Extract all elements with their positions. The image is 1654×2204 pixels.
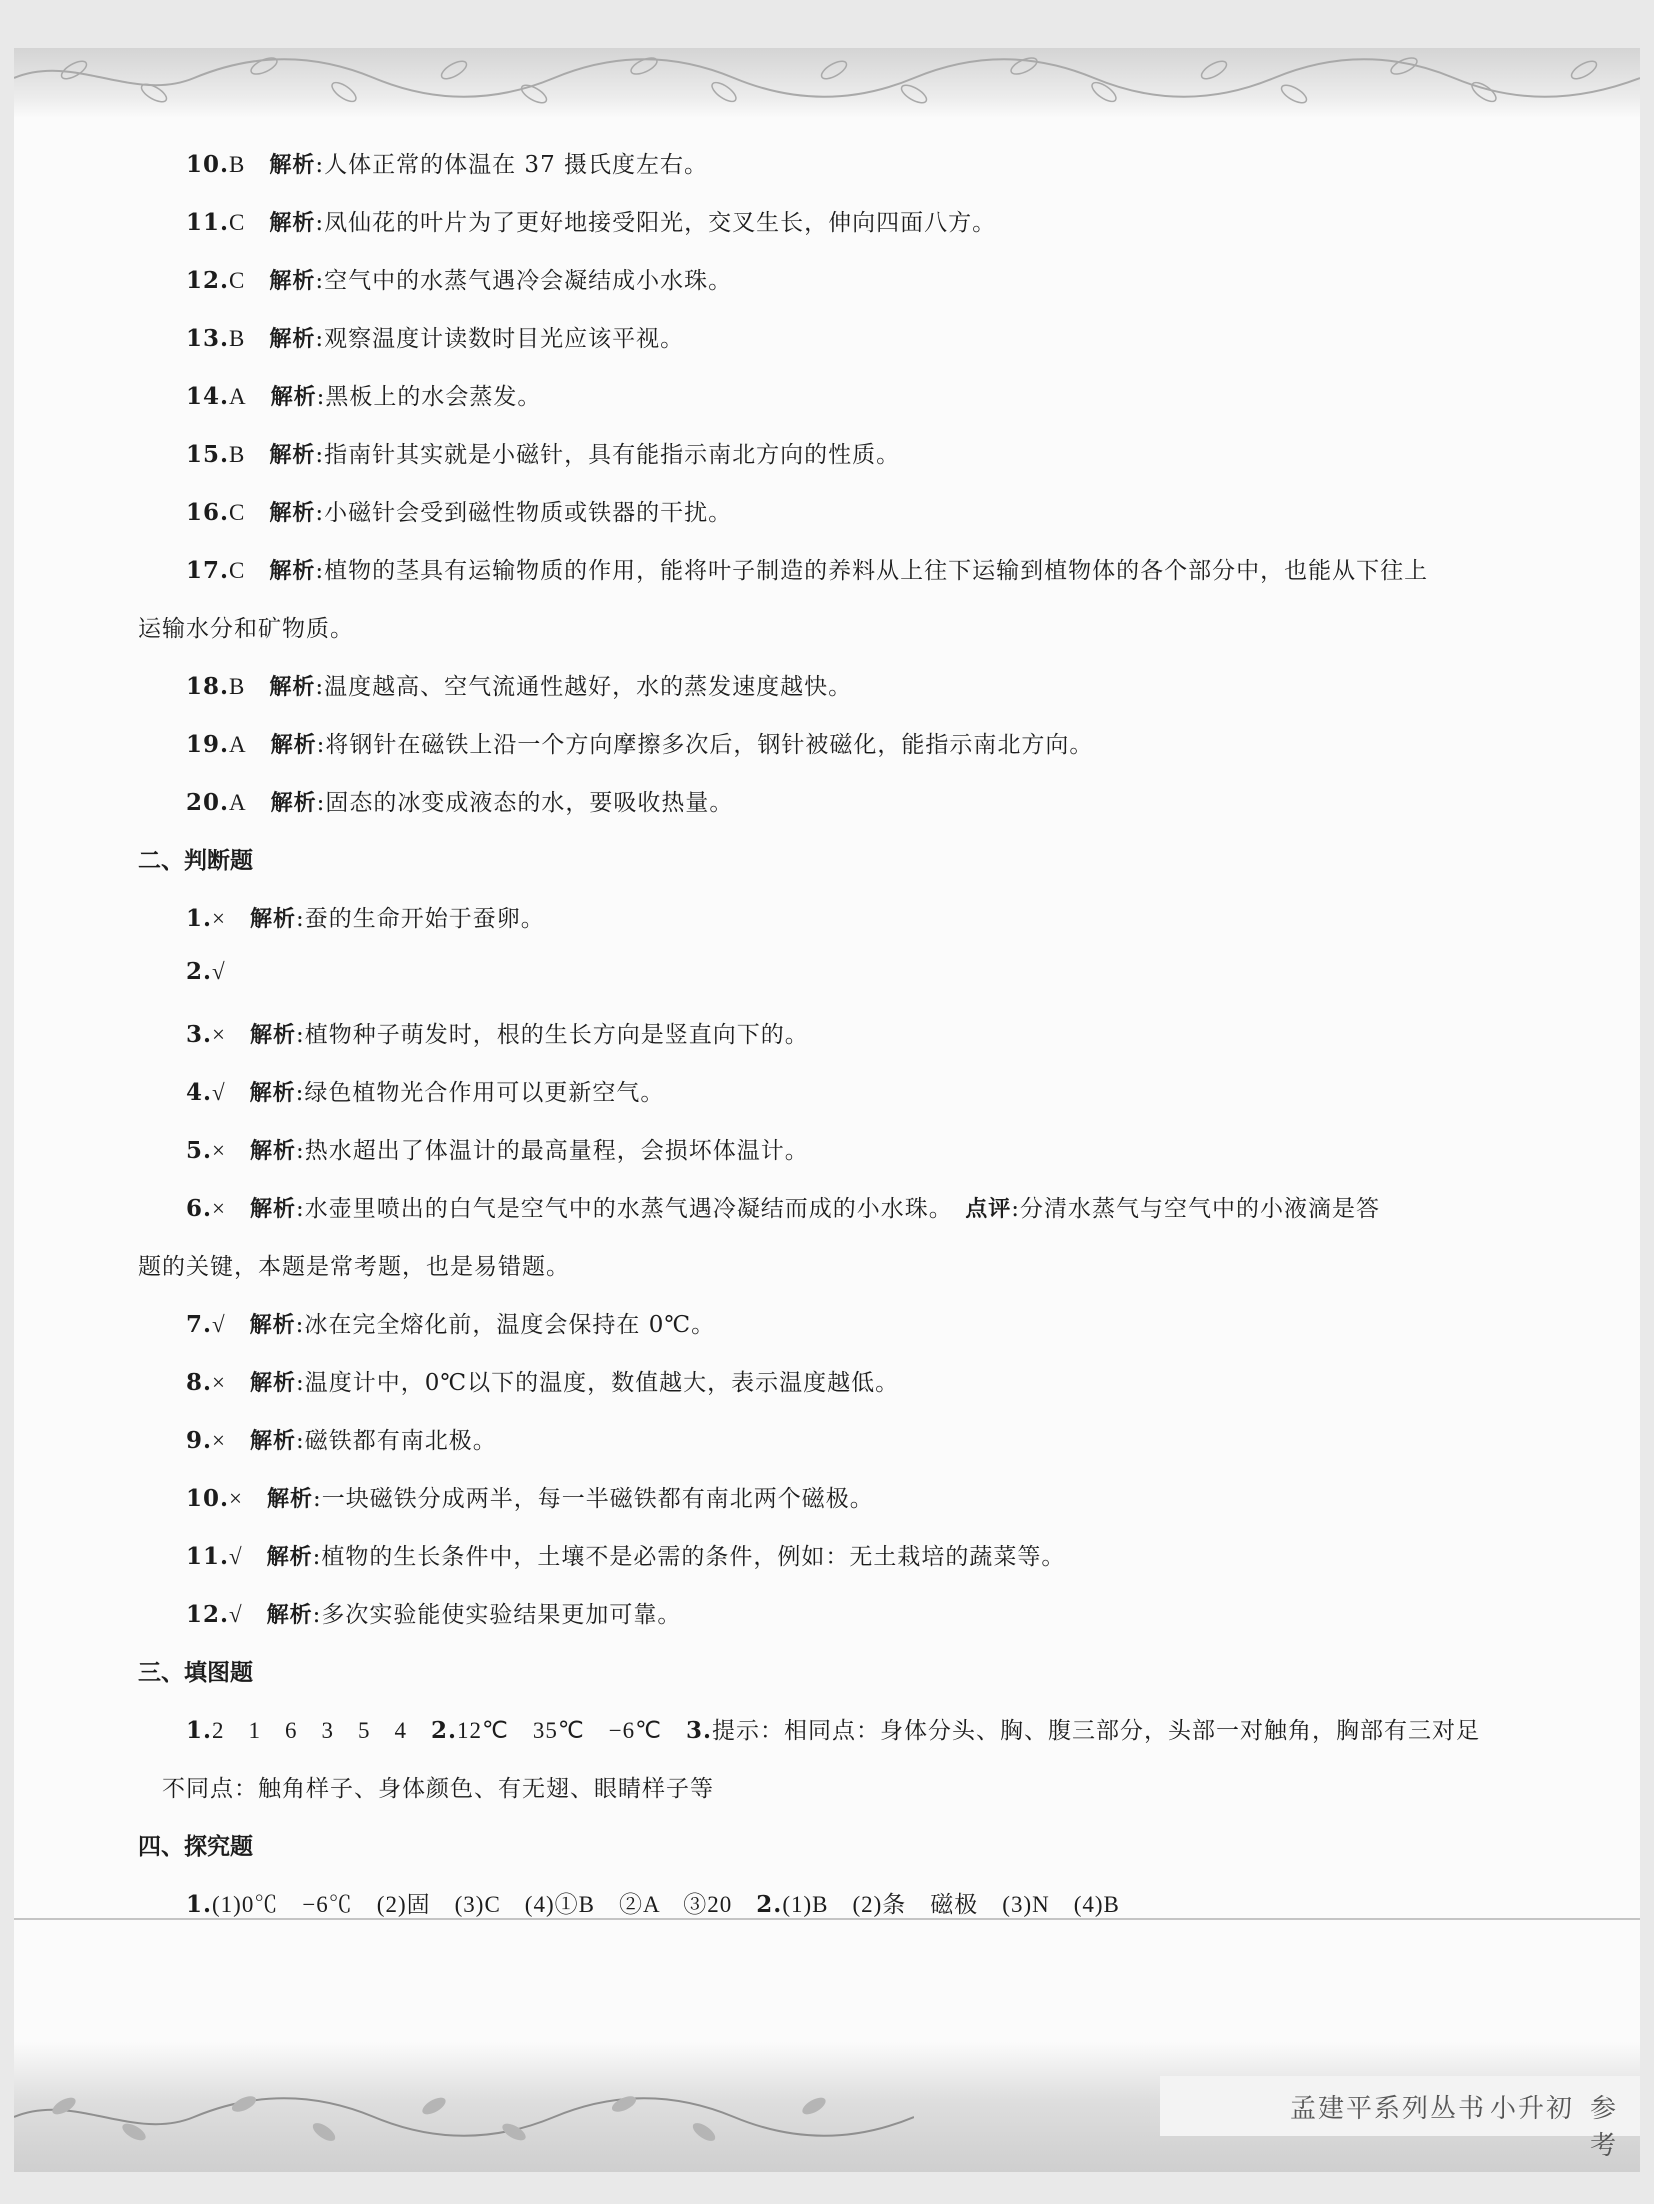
list-item: 19.A 解析:将钢针在磁铁上沿一个方向摩擦多次后，钢针被磁化，能指示南北方向。 xyxy=(186,731,1094,758)
explore-answers: 1.(1)0℃ −6℃ (2)固 (3)C (4)①B ②A ③20 2.(1)B (2)条 磁极 (3)N (4)B xyxy=(186,1891,1120,1918)
list-item-continuation: 题的关键，本题是常考题，也是易错题。 xyxy=(138,1254,570,1280)
list-item: 16.C 解析:小磁针会受到磁性物质或铁器的干扰。 xyxy=(186,499,733,526)
footer-decoration xyxy=(14,2042,1640,2172)
list-item: 13.B 解析:观察温度计读数时目光应该平视。 xyxy=(186,325,685,352)
list-item: 17.C 解析:植物的茎具有运输物质的作用，能将叶子制造的养料从上往下运输到植物体的各个部分中，也能从下往上 xyxy=(186,557,1429,584)
list-item: 6.× 解析:水壶里喷出的白气是空气中的水蒸气遇冷凝结而成的小水珠。 点评:分清水蒸气与空气中的小液滴是答 xyxy=(186,1195,1381,1222)
footer-vine-icon xyxy=(14,2042,914,2172)
list-item: 7.√ 解析:冰在完全熔化前，温度会保持在 0℃。 xyxy=(186,1311,716,1338)
footer-grade: 小升初 xyxy=(1490,2094,1575,2124)
list-item: 11.C 解析:凤仙花的叶片为了更好地接受阳光，交叉生长，伸向四面八方。 xyxy=(186,209,997,236)
list-item-continuation: 运输水分和矿物质。 xyxy=(138,616,354,642)
list-item: 10.B 解析:人体正常的体温在 37 摄氏度左右。 xyxy=(186,151,709,178)
section-title-fill: 三、填图题 xyxy=(138,1660,253,1686)
list-item: 12.√ 解析:多次实验能使实验结果更加可靠。 xyxy=(186,1601,682,1628)
list-item: 5.× 解析:热水超出了体温计的最高量程，会损坏体温计。 xyxy=(186,1137,809,1164)
list-item: 4.√ 解析:绿色植物光合作用可以更新空气。 xyxy=(186,1079,665,1106)
list-item: 2.√ xyxy=(186,958,226,985)
list-item: 10.× 解析:一块磁铁分成两半，每一半磁铁都有南北两个磁极。 xyxy=(186,1485,874,1512)
section-title-explore: 四、探究题 xyxy=(138,1834,253,1860)
footer-series: 孟建平系列丛书 xyxy=(1290,2094,1487,2124)
list-item: 15.B 解析:指南针其实就是小磁针，具有能指示南北方向的性质。 xyxy=(186,441,901,468)
footer-brand xyxy=(1160,2076,1640,2161)
fill-answers: 1.2 1 6 3 5 4 2.12℃ 35℃ −6℃ 3.提示：相同点：身体分头、胸、腹三部分，头部一对触角，胸部有三对足 xyxy=(186,1717,1481,1744)
list-item: 20.A 解析:固态的冰变成液态的水，要吸收热量。 xyxy=(186,789,734,816)
list-item: 11.√ 解析:植物的生长条件中，土壤不是必需的条件，例如：无土栽培的蔬菜等。 xyxy=(186,1543,1066,1570)
list-item: 8.× 解析:温度计中，0℃以下的温度，数值越大，表示温度越低。 xyxy=(186,1369,900,1396)
header-decoration xyxy=(14,48,1640,118)
section-title-judge: 二、判断题 xyxy=(138,848,253,874)
list-item: 3.× 解析:植物种子萌发时，根的生长方向是竖直向下的。 xyxy=(186,1021,809,1048)
list-item: 12.C 解析:空气中的水蒸气遇冷会凝结成小水珠。 xyxy=(186,267,733,294)
answer-page xyxy=(14,48,1640,2172)
list-item: 1.× 解析:蚕的生命开始于蚕卵。 xyxy=(186,905,545,932)
list-item: 14.A 解析:黑板上的水会蒸发。 xyxy=(186,383,542,410)
fill-continuation: 不同点：触角样子、身体颜色、有无翅、眼睛样子等 xyxy=(162,1776,714,1802)
list-item: 18.B 解析:温度越高、空气流通性越好，水的蒸发速度越快。 xyxy=(186,673,853,700)
list-item: 9.× 解析:磁铁都有南北极。 xyxy=(186,1427,497,1454)
footer-section: 参考 xyxy=(1590,2094,1619,2161)
vine-decoration-icon xyxy=(14,48,1640,118)
